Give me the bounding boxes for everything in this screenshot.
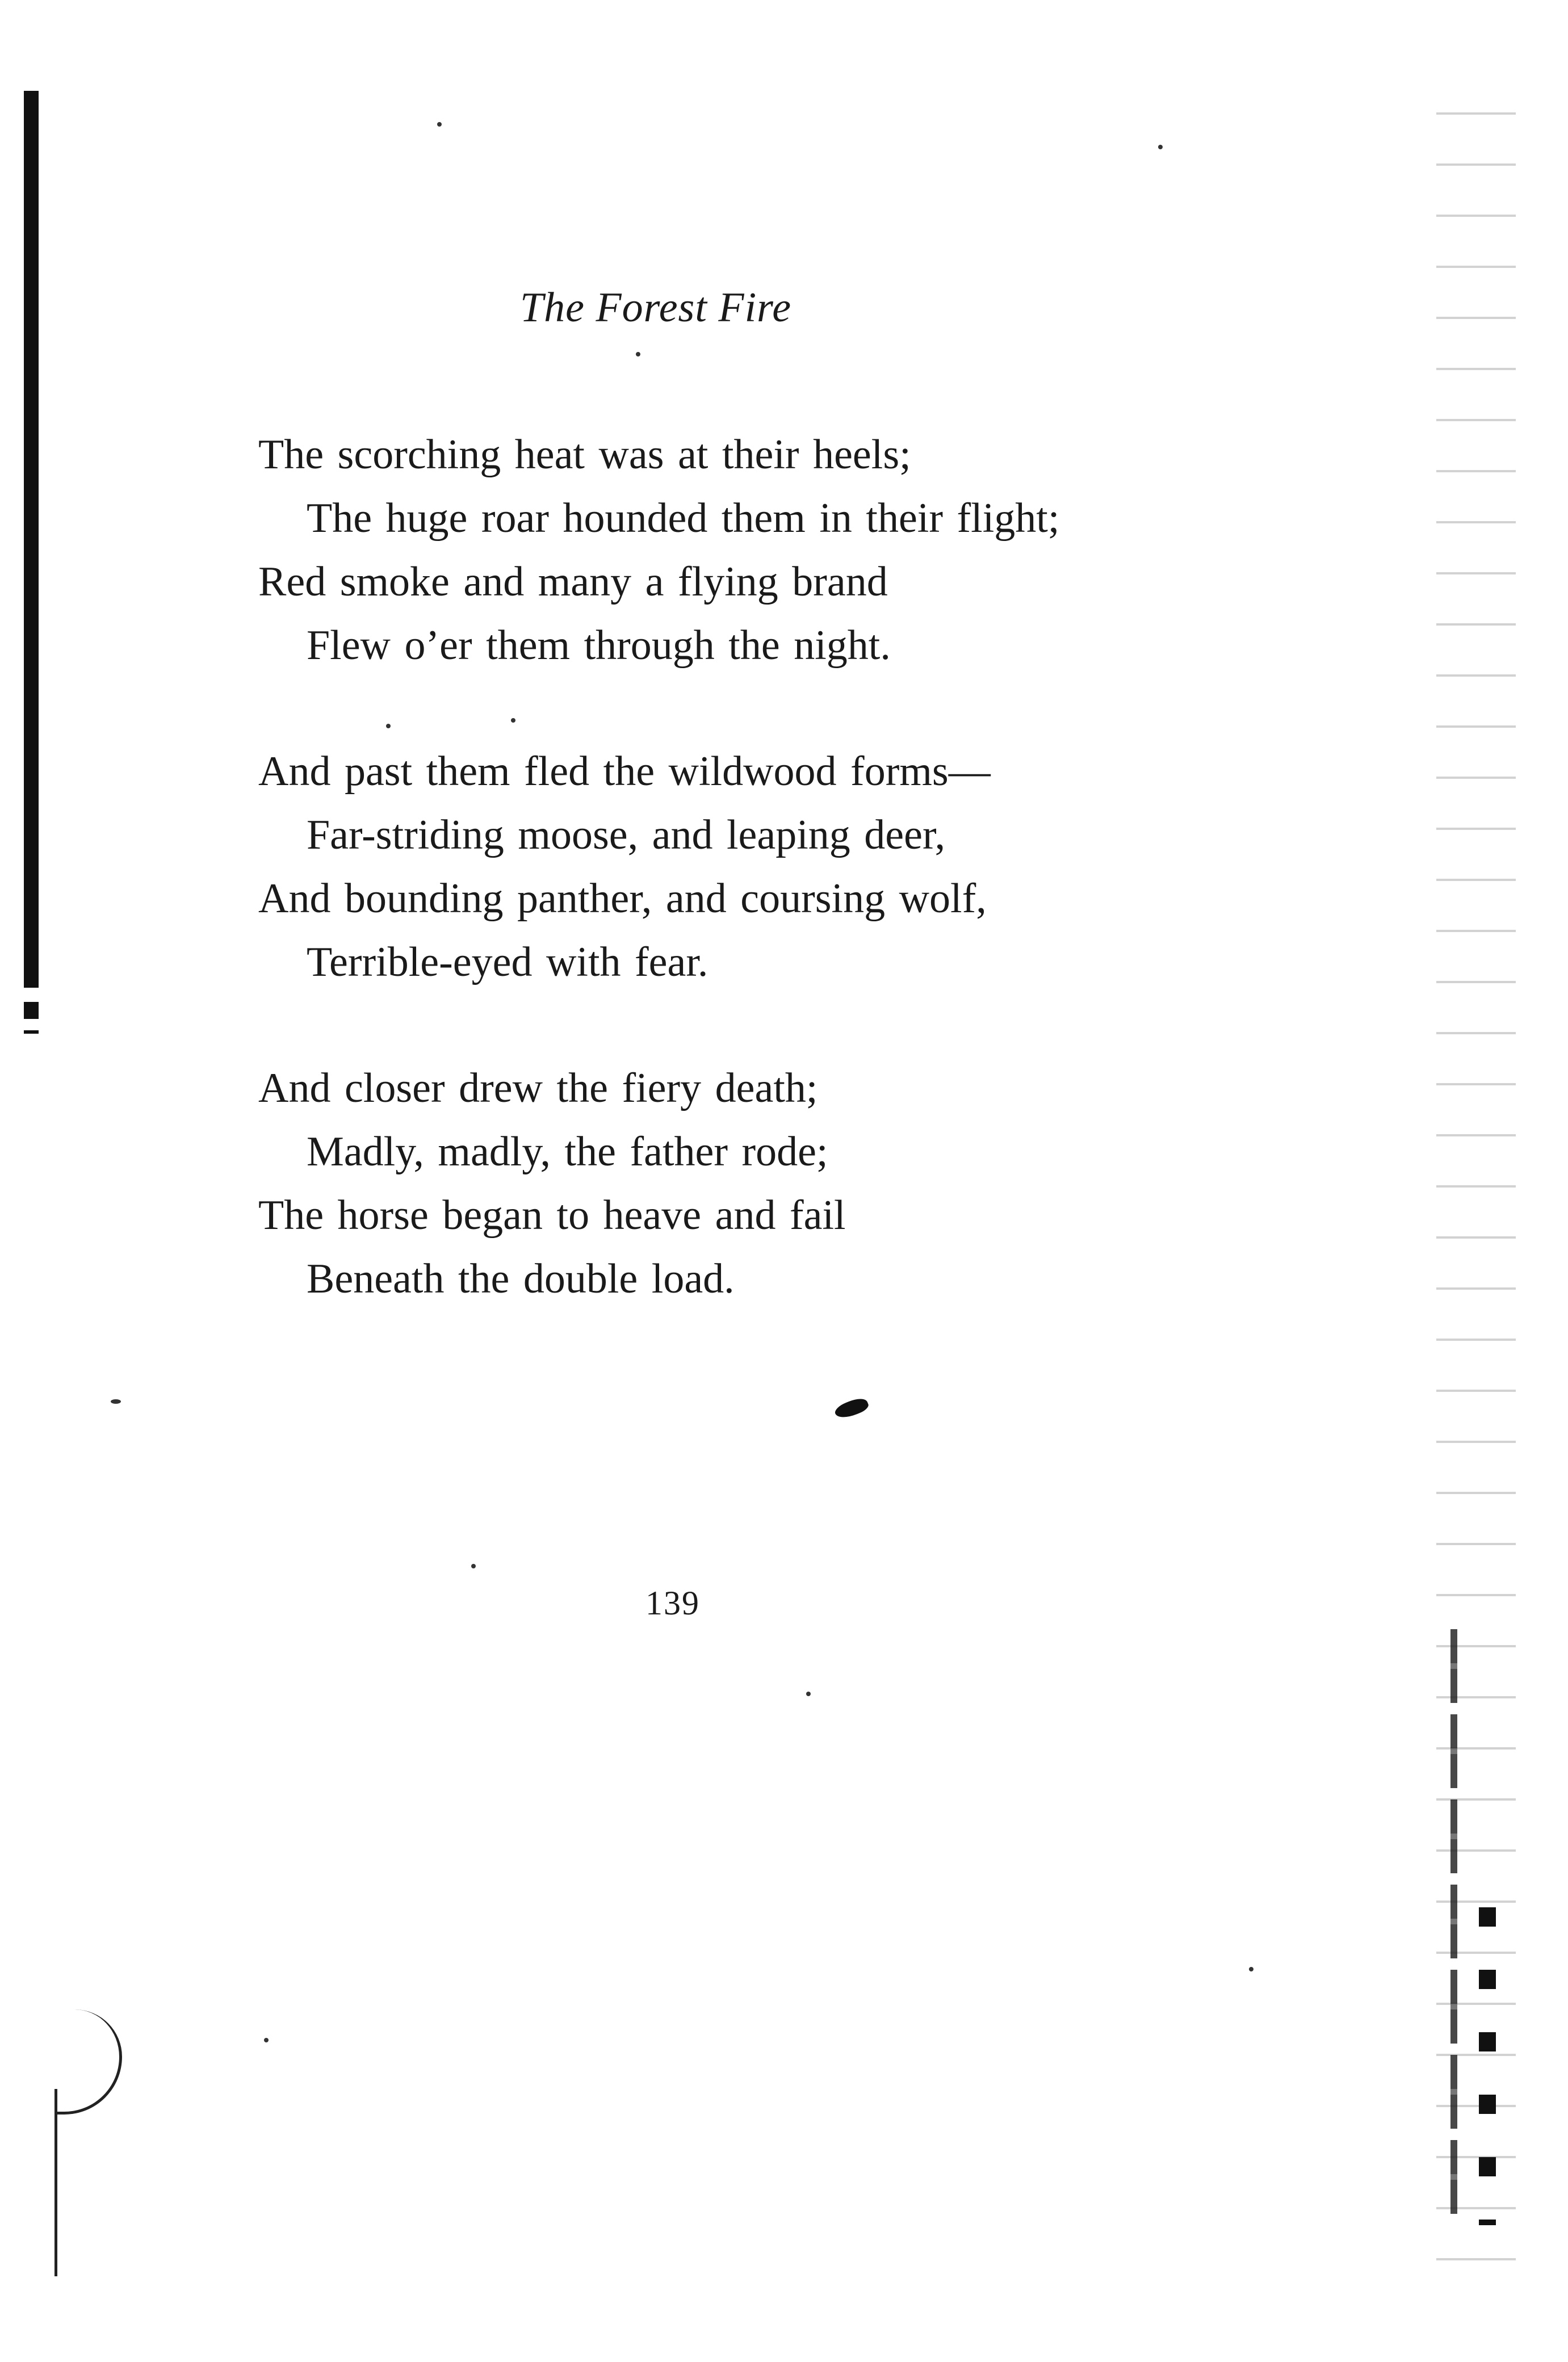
running-head: The Forest Fire [519, 284, 792, 331]
scan-corner-artifact-line [54, 2089, 57, 2276]
scan-page-edge-noise [1436, 91, 1516, 2282]
poem-line: The scorching heat was at their heels; [258, 431, 911, 478]
poem-line: And past them fled the wildwood forms— [258, 748, 991, 795]
scan-speck [264, 2038, 269, 2042]
poem-line: Beneath the double load. [307, 1256, 735, 1302]
scan-speck [471, 1564, 476, 1568]
scan-speck [1158, 145, 1163, 149]
poem-line: And closer drew the fiery death; [258, 1065, 818, 1111]
page-number: 139 [645, 1584, 700, 1622]
scan-speck [806, 1692, 811, 1696]
scan-speck [636, 352, 640, 356]
stanza-2 [258, 740, 1337, 994]
ink-blot [833, 1395, 870, 1422]
stanza-1 [258, 423, 1337, 677]
scan-speck [1249, 1967, 1253, 1971]
stanza-3 [258, 1056, 1337, 1311]
poem-line: The horse began to heave and fail [258, 1192, 846, 1239]
poem-line: And bounding panther, and coursing wolf, [258, 875, 987, 922]
scan-binding-mark [24, 1002, 39, 1019]
scan-page-edge-shadow [1450, 1629, 1457, 2225]
poem-line: Madly, madly, the father rode; [307, 1128, 828, 1175]
poem-line: Flew o’er them through the night. [307, 622, 891, 669]
scan-page-edge-marks [1479, 1907, 1496, 2225]
poem [258, 423, 1337, 1373]
scan-corner-artifact [57, 2009, 122, 2115]
poem-line: Terrible-eyed with fear. [307, 939, 708, 985]
poem-line: The huge roar hounded them in their flight; [307, 495, 1060, 542]
scan-speck [111, 1399, 121, 1404]
poem-line: Red smoke and many a flying brand [258, 559, 888, 605]
scan-binding-edge [24, 91, 39, 988]
poem-line: Far-striding moose, and leaping deer, [307, 812, 946, 858]
scan-speck [437, 122, 442, 127]
scan-binding-mark [24, 1030, 39, 1034]
